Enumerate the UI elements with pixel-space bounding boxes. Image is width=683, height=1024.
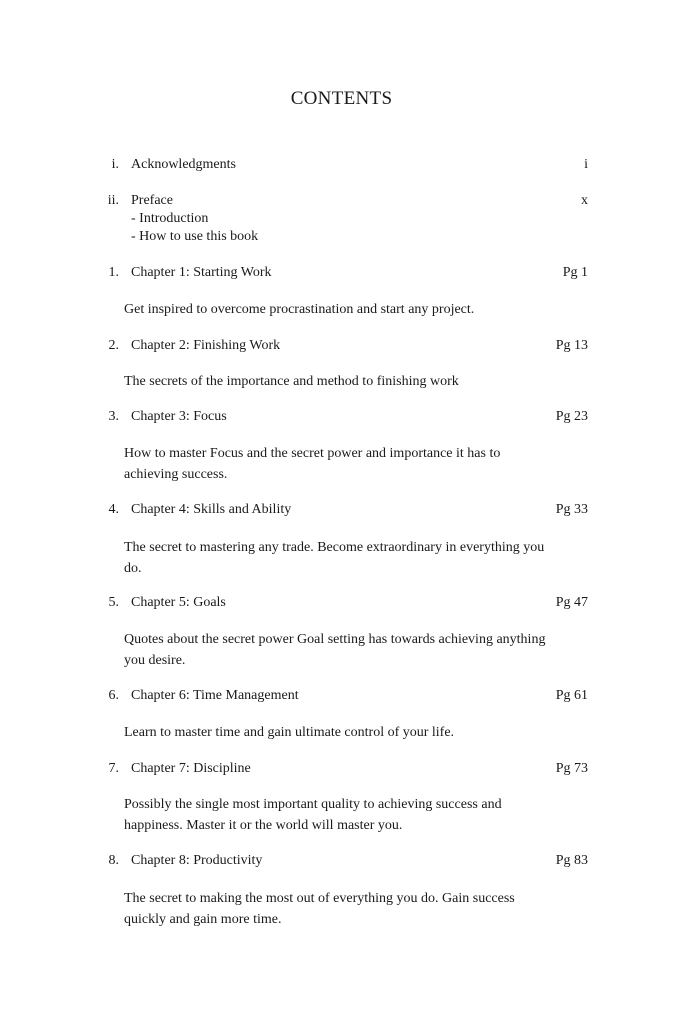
entry-title: Chapter 7: Discipline — [131, 761, 251, 776]
entry-number: 1. — [108, 265, 119, 280]
chapter-2-description: The secrets of the importance and method to finishing work — [124, 374, 459, 389]
chapter-5-description: Quotes about the secret power Goal setting has towards achieving anything you desire. — [124, 632, 546, 668]
entry-title: Preface — [131, 193, 173, 208]
entry-title: Acknowledgments — [131, 157, 236, 172]
subentry-title: - Introduction — [131, 211, 209, 226]
entry-title: Chapter 4: Skills and Ability — [131, 502, 292, 517]
entry-title: Chapter 8: Productivity — [131, 853, 263, 868]
entry-title: Chapter 1: Starting Work — [131, 265, 272, 280]
entry-page: Pg 33 — [555, 502, 588, 517]
entry-page: Pg 13 — [555, 338, 588, 353]
entry-page: Pg 1 — [562, 265, 588, 280]
entry-page: Pg 47 — [555, 595, 588, 610]
chapter-6-description: Learn to master time and gain ultimate control of your life. — [124, 725, 455, 740]
entry-number: 3. — [108, 409, 119, 424]
entry-number: 6. — [108, 688, 119, 703]
entry-number: ii. — [107, 193, 119, 208]
entry-page: x — [581, 193, 588, 208]
chapter-3-description: How to master Focus and the secret power and importance it has to achieving success. — [124, 446, 501, 482]
chapter-7-description: Possibly the single most important quality to achieving success and happiness. Master it or the world will master you. — [124, 797, 502, 833]
entry-title: Chapter 6: Time Management — [131, 688, 299, 703]
entry-page: Pg 23 — [555, 409, 588, 424]
chapter-1-description: Get inspired to overcome procrastination and start any project. — [124, 302, 475, 317]
chapter-4-description: The secret to mastering any trade. Become extraordinary in everything you do. — [124, 540, 545, 576]
entry-page: Pg 61 — [555, 688, 588, 703]
entry-page: Pg 83 — [555, 853, 588, 868]
entry-number: 7. — [108, 761, 119, 776]
entry-number: 4. — [108, 502, 119, 517]
page-title: CONTENTS — [290, 88, 393, 109]
entry-title: Chapter 5: Goals — [131, 595, 226, 610]
entry-title: Chapter 3: Focus — [131, 409, 227, 424]
entry-number: 5. — [108, 595, 119, 610]
entry-page: i — [584, 157, 588, 172]
entry-number: i. — [111, 157, 119, 172]
entry-title: Chapter 2: Finishing Work — [131, 338, 281, 353]
chapter-8-description: The secret to making the most out of everything you do. Gain success quickly and gain more time. — [124, 891, 515, 927]
subentry-title: - How to use this book — [131, 229, 259, 244]
entry-page: Pg 73 — [555, 761, 588, 776]
entry-number: 2. — [108, 338, 119, 353]
entry-number: 8. — [108, 853, 119, 868]
